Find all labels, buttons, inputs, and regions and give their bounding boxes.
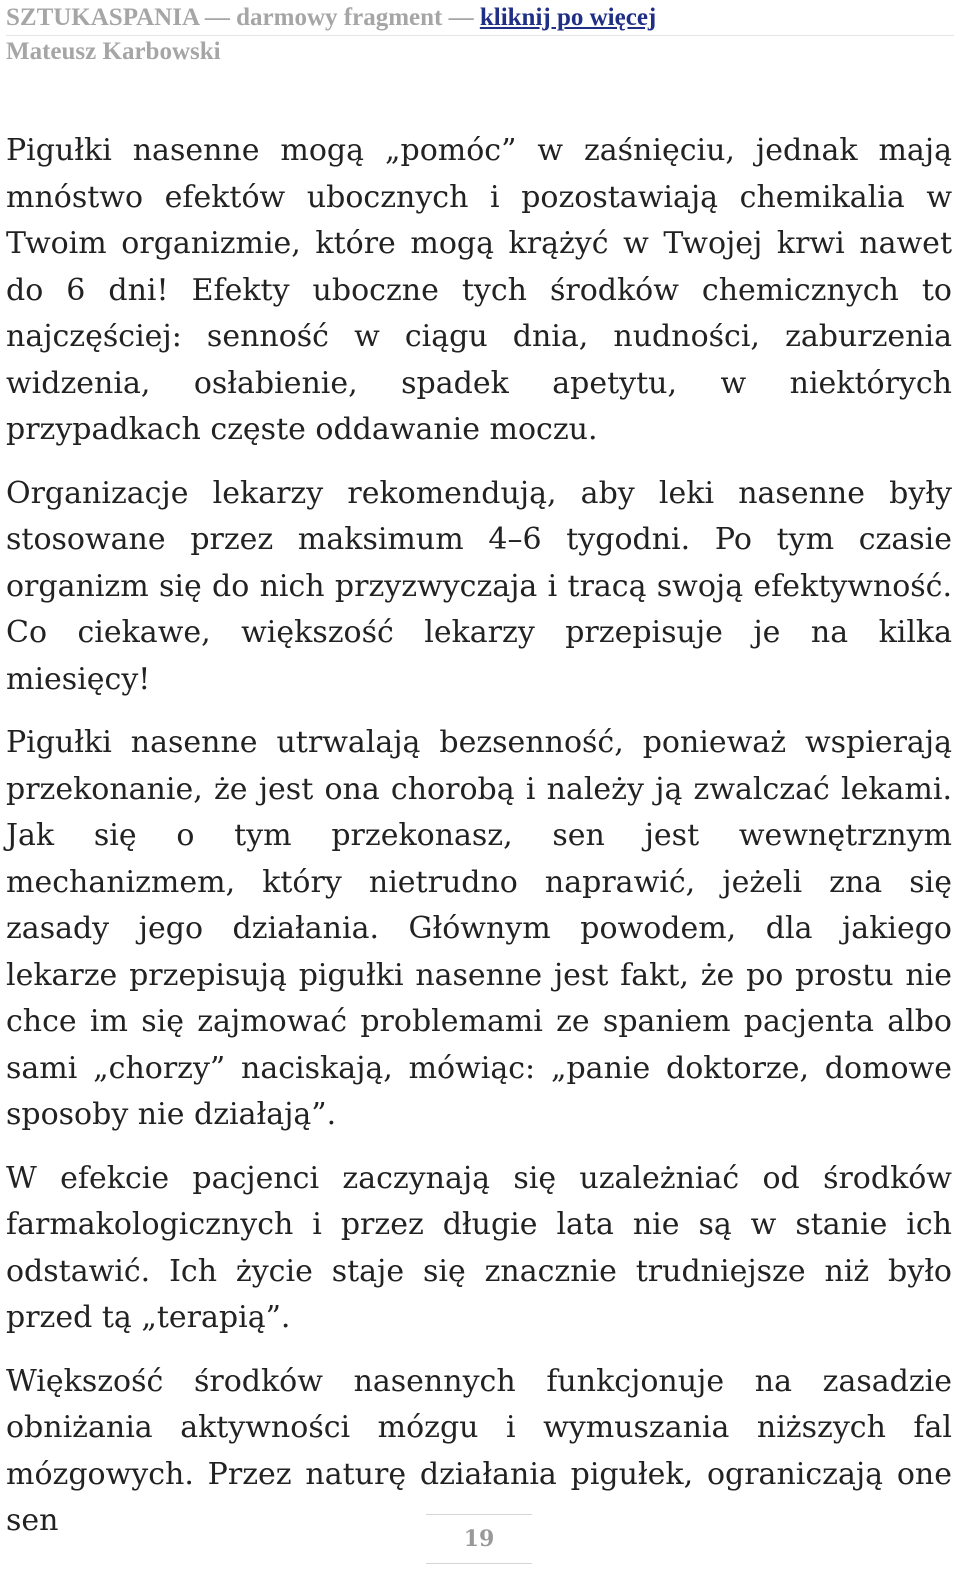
paragraph: Organizacje lekarzy rekomendują, aby leki nasenne były stosowane przez maksimum 4–6 tygodni. Po tym czasie organizm się do nich przyzwyczaja i tracą swoją efektywność. Co ciekawe, większość lekarzy przepisuje je na kilka miesięcy! (6, 475, 952, 697)
header-separator: — (204, 4, 230, 31)
page-footer (426, 1514, 532, 1564)
paragraph: W efekcie pacjenci zaczynają się uzależniać od środków farmakologicznych i przez długie lata nie są w stanie ich odstawić. Ich życie staje się znacznie trudniejsze niż było przed tą „terapią”. (6, 1160, 952, 1335)
document-header (6, 2, 954, 68)
more-link[interactable]: kliknij po więcej (479, 4, 657, 31)
paragraph: Większość środków nasennych funkcjonuje na zasadzie obniżania aktywności mózgu i wymuszania niższych fal mózgowych. Przez naturę działania pigułek, ograniczają one sen (6, 1363, 952, 1538)
header-separator: — (448, 4, 474, 31)
brand-name: SZTUKASPANIA (6, 4, 199, 31)
page-number: 19 (463, 1526, 495, 1552)
paragraph: Pigułki nasenne mogą „pomóc” w zaśnięciu, jednak mają mnóstwo efektów ubocznych i pozostawiają chemikalia w Twoim organizmie, które mogą krążyć w Twojej krwi nawet do 6 dni! Efekty uboczne tych środków chemicznych to najczęściej: senność w ciągu dnia, nudności, zaburzenia widzenia, osłabienie, spadek apetytu, w niektórych przypadkach częste oddawanie moczu. (6, 133, 952, 447)
header-line (6, 2, 954, 36)
author-name: Mateusz Karbowski (6, 38, 221, 65)
body-text (6, 128, 952, 1562)
paragraph: Pigułki nasenne utrwalają bezsenność, ponieważ wspierają przekonanie, że jest ona chorobą i należy ją zwalczać lekami. Jak się o tym przekonasz, sen jest wewnętrznym mechanizmem, który nietrudno naprawić, jeżeli zna się zasady jego działania. Głównym powodem, dla jakiego lekarze przepisują pigułki nasenne jest fakt, że po prostu nie chce im się zajmować problemami ze spaniem pacjenta albo sami „chorzy” naciskają, mówiąc: „panie doktorze, domowe sposoby nie działają”. (6, 725, 952, 1132)
header-tagline: darmowy fragment (236, 4, 443, 31)
